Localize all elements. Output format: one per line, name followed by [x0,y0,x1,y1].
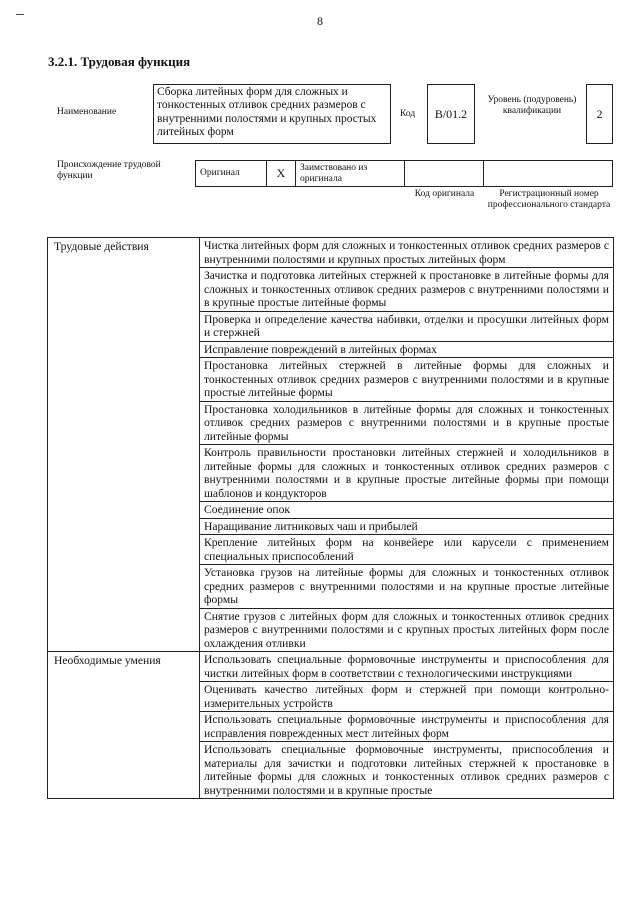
original-label: Оригинал [196,161,267,187]
section-item: Использовать специальные формовочные инструменты и приспособления для чистки литейных форм в соответствии с технологическими инструкциями [200,652,614,682]
section-item: Крепление литейных форм на конвейере или карусели с применением специальных приспособлений [200,535,614,565]
section-heading: Трудовые действия [48,238,200,652]
section-item: Установка грузов на литейные формы для сложных и тонкостенных отливок средних размеров с внутренними полостями и на крупные простые литейные формы [200,565,614,609]
reg-number-caption: Регистрационный номер профессионального стандарта [487,189,611,210]
level-label: Уровень (подуровень) квалификации [487,95,577,116]
page-number: 8 [317,14,323,28]
section-item: Простановка холодильников в литейные формы для сложных и тонкостенных отливок средних размеров с внутренними полостями и в крупные простые литейные формы [200,401,614,445]
section-item: Простановка литейных стержней в литейные формы для сложных и тонкостенных отливок средних размеров с внутренними полостями и в крупные простые литейные формы [200,358,614,402]
function-table [47,237,614,799]
original-mark: X [267,161,296,187]
section-item: Проверка и определение качества набивки, отделки и просушки литейных форм и стержней [200,311,614,341]
section-item: Соединение опок [200,502,614,519]
code-label: Код [400,109,416,119]
section-item: Исправление повреждений в литейных формах [200,341,614,358]
section-item: Использовать специальные формовочные инструменты, приспособления и материалы для зачистки и подготовки литейных стержней к простановке в литейные формы для сложных и тонкостенных отливок средних размеров с внутренними полостями и в крупные простые [200,742,614,799]
section-item: Снятие грузов с литейных форм для сложных и тонкостенных отливок средних размеров с внутренними полостями и с крупных простых литейных форм после охлаждения отливки [200,608,614,652]
borrowed-label: Заимствовано из оригинала [296,161,405,187]
section-title: 3.2.1. Трудовая функция [48,54,191,69]
section-item: Контроль правильности простановки литейных стержней и холодильников в литейные формы для сложных и тонкостенных отливок средних размеров с внутренними полостями и в крупные простые литейные формы при помощи шаблонов и кондукторов [200,445,614,502]
name-label: Наименование [57,107,117,117]
table-row [48,652,614,682]
origin-label: Происхождение трудовой функции [57,160,161,181]
section-item: Зачистка и подготовка литейных стержней к простановке в литейные формы для сложных и тонкостенных отливок средних размеров с внутренними полостями и в крупные простые литейные формы [200,268,614,312]
reg-number-cell [484,161,613,187]
section-item: Использовать специальные формовочные инструменты и приспособления для исправления поврежденных мест литейных форм [200,712,614,742]
section-item: Оценивать качество литейных форм и стержней при помощи контрольно-измерительных устройств [200,682,614,712]
code-original-caption: Код оригинала [414,189,475,199]
name-value: Сборка литейных форм для сложных и тонкостенных отливок средних размеров с внутренними полостями и крупных простых литейных форм [153,84,391,144]
table-row [48,238,614,268]
section-item: Наращивание литниковых чаш и прибылей [200,518,614,535]
code-value: В/01.2 [427,84,475,144]
code-original-cell [405,161,484,187]
level-value: 2 [586,84,613,144]
section-item: Чистка литейных форм для сложных и тонкостенных отливок средних размеров с внутренними полостями и крупных простых литейных форм [200,238,614,268]
origin-table [195,160,613,187]
section-heading: Необходимые умения [48,652,200,799]
